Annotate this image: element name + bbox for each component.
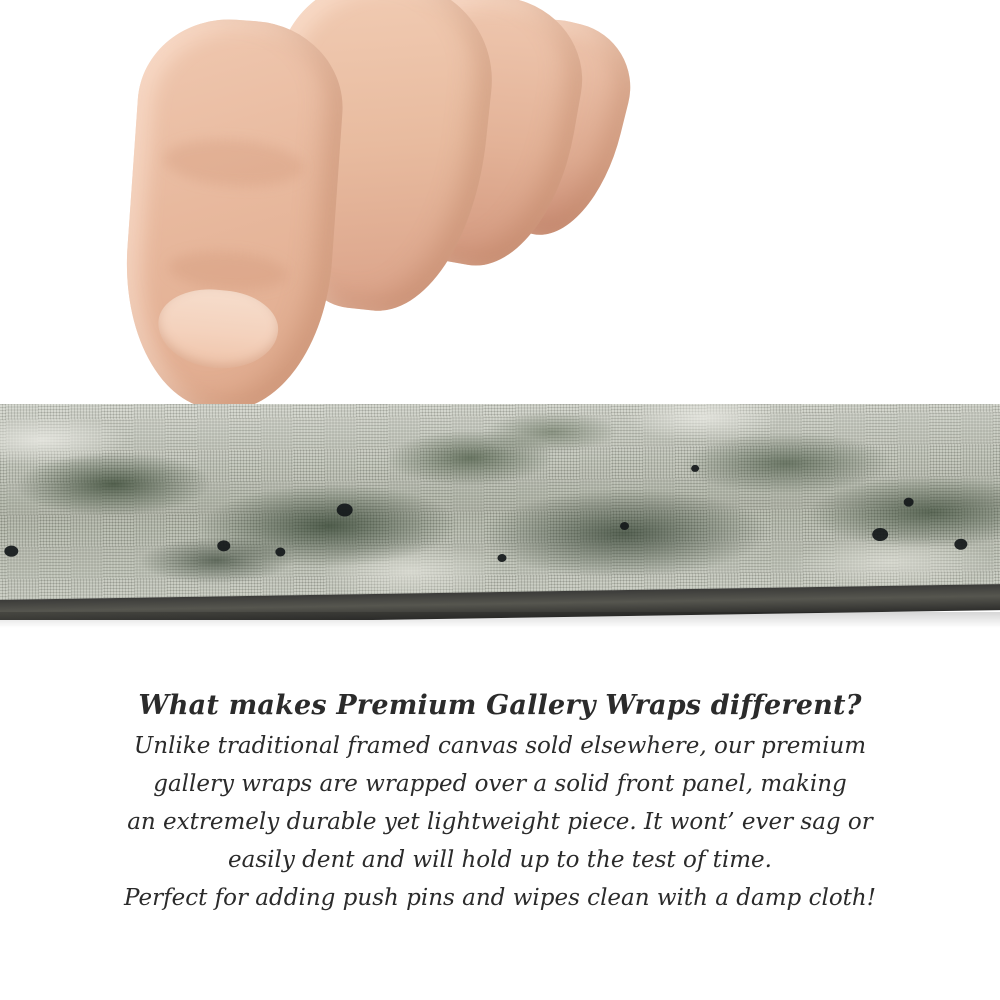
canvas-face-texture — [0, 404, 1000, 609]
canvas-speck — [217, 540, 230, 551]
canvas-speck — [954, 539, 967, 550]
canvas-speck — [904, 498, 914, 507]
canvas-speck — [620, 522, 629, 530]
canvas-speck — [497, 554, 506, 562]
caption-heading: What makes Premium Gallery Wraps different? — [138, 690, 862, 721]
canvas-speck — [872, 528, 888, 541]
canvas-drop-shadow — [0, 612, 1000, 628]
hand-graphic — [120, 0, 590, 430]
caption-line: an extremely durable yet lightweight piece. It wont’ ever sag or — [127, 809, 873, 835]
caption-block — [0, 690, 1000, 917]
canvas-speck — [337, 503, 353, 516]
caption-line: gallery wraps are wrapped over a solid front panel, making — [153, 771, 847, 797]
caption-line: Unlike traditional framed canvas sold elsewhere, our premium — [133, 733, 867, 759]
caption-line: easily dent and will hold up to the test of time. — [228, 847, 772, 873]
canvas-speck — [4, 546, 18, 557]
caption-body — [0, 727, 1000, 917]
canvas-speck — [275, 547, 285, 556]
canvas-wrap-strip — [0, 404, 1000, 620]
knuckle-crease — [167, 248, 289, 294]
canvas-speck — [691, 465, 699, 472]
caption-line: Perfect for adding push pins and wipes clean with a damp cloth! — [124, 885, 876, 911]
knuckle-crease — [162, 135, 305, 191]
